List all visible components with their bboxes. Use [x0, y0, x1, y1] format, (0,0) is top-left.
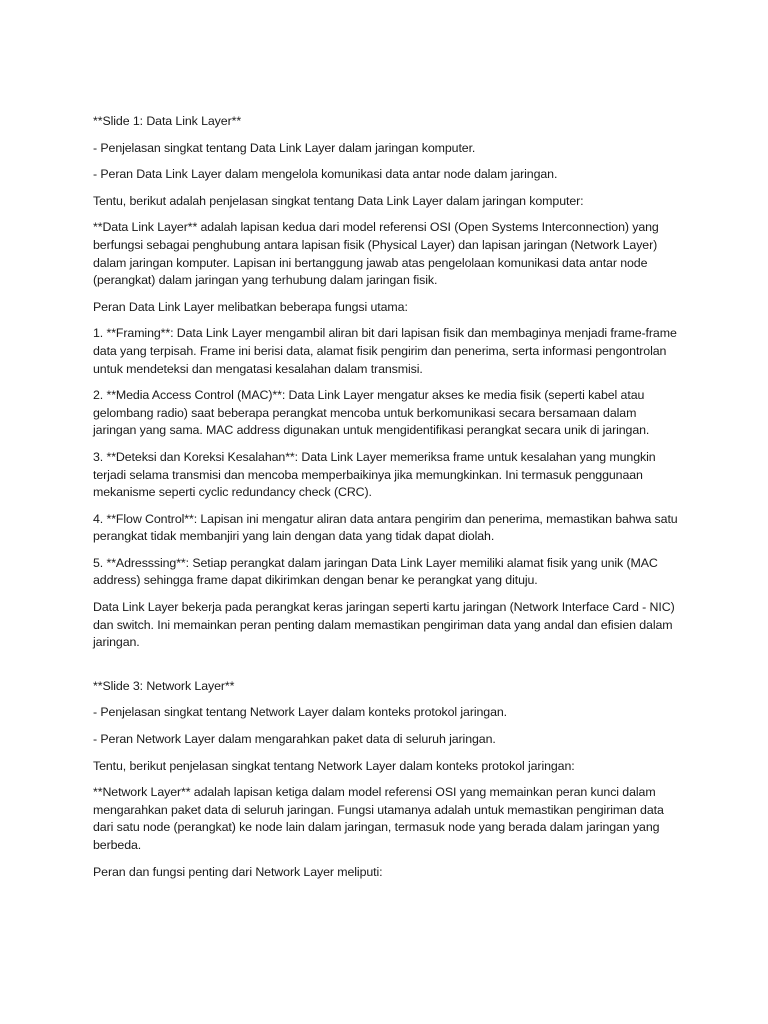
numbered-item-framing: 1. **Framing**: Data Link Layer mengambil aliran bit dari lapisan fisik dan membaginya menjadi frame-frame data yang terpisah. Frame ini berisi data, alamat fisik pengirim dan penerima, serta informasi pengontrolan untuk mendeteksi dan mengatasi kesalahan dalam transmisi.	[93, 326, 677, 376]
bullet-item: - Penjelasan singkat tentang Network Layer dalam konteks protokol jaringan.	[93, 705, 508, 720]
intro-paragraph: Tentu, berikut penjelasan singkat tentang Network Layer dalam konteks protokol jaringan:	[93, 758, 575, 773]
section-heading-network-layer: **Slide 3: Network Layer**	[93, 678, 235, 693]
numbered-item-flow-control: 4. **Flow Control**: Lapisan ini mengatur aliran data antara pengirim dan penerima, memastikan bahwa satu perangkat tidak membanjiri yang lain dengan data yang tidak dapat diolah.	[93, 511, 678, 544]
functions-intro: Peran Data Link Layer melibatkan beberapa fungsi utama:	[93, 299, 408, 314]
intro-paragraph: Tentu, berikut adalah penjelasan singkat tentang Data Link Layer dalam jaringan komputer:	[93, 193, 584, 208]
bullet-item: - Peran Data Link Layer dalam mengelola komunikasi data antar node dalam jaringan.	[93, 167, 558, 182]
functions-intro: Peran dan fungsi penting dari Network Layer meliputi:	[93, 864, 383, 879]
numbered-item-error-detection: 3. **Deteksi dan Koreksi Kesalahan**: Data Link Layer memeriksa frame untuk kesalahan yang mungkin terjadi selama transmisi dan mencoba memperbaikinya jika memungkinkan. Ini termasuk penggunaan mekanisme seperti cyclic redundancy check (CRC).	[93, 449, 656, 500]
numbered-item-addressing: 5. **Adresssing**: Setiap perangkat dalam jaringan Data Link Layer memiliki alamat fisik yang unik (MAC address) sehingga frame dapat dikirimkan dengan benar ke perangkat yang dituju.	[93, 555, 658, 588]
closing-paragraph: Data Link Layer bekerja pada perangkat keras jaringan seperti kartu jaringan (Network Interface Card - NIC) dan switch. Ini memainkan peran penting dalam memastikan pengiriman data yang andal dan efisien dalam jaringan.	[93, 600, 675, 650]
section-heading-data-link-layer: **Slide 1: Data Link Layer**	[93, 114, 242, 128]
bullet-item: - Peran Network Layer dalam mengarahkan paket data di seluruh jaringan.	[93, 732, 496, 747]
numbered-item-mac: 2. **Media Access Control (MAC)**: Data Link Layer mengatur akses ke media fisik (seperti kabel atau gelombang radio) saat beberapa perangkat mencoba untuk berkomunikasi secara bersamaan dalam jaringan yang sama. MAC address digunakan untuk mengidentifikasi perangkat secara unik di jaringan.	[93, 388, 650, 438]
definition-paragraph: **Network Layer** adalah lapisan ketiga dalam model referensi OSI yang memainkan peran kunci dalam mengarahkan paket data di seluruh jaringan. Fungsi utamanya adalah untuk memastikan pengiriman data dari satu node (perangkat) ke node lain dalam jaringan, termasuk node yang berada dalam jaringan yang berbeda.	[93, 785, 664, 852]
document-body	[93, 113, 681, 890]
definition-paragraph: **Data Link Layer** adalah lapisan kedua dari model referensi OSI (Open Systems Interconnection) yang berfungsi sebagai penghubung antara lapisan fisik (Physical Layer) dan lapisan jaringan (Network Layer) dalam jaringan komputer. Lapisan ini bertanggung jawab atas pengelolaan komunikasi data antar node (perangkat) dalam jaringan yang terhubung dalam jaringan fisik.	[93, 220, 659, 288]
bullet-item: - Penjelasan singkat tentang Data Link Layer dalam jaringan komputer.	[93, 140, 476, 155]
